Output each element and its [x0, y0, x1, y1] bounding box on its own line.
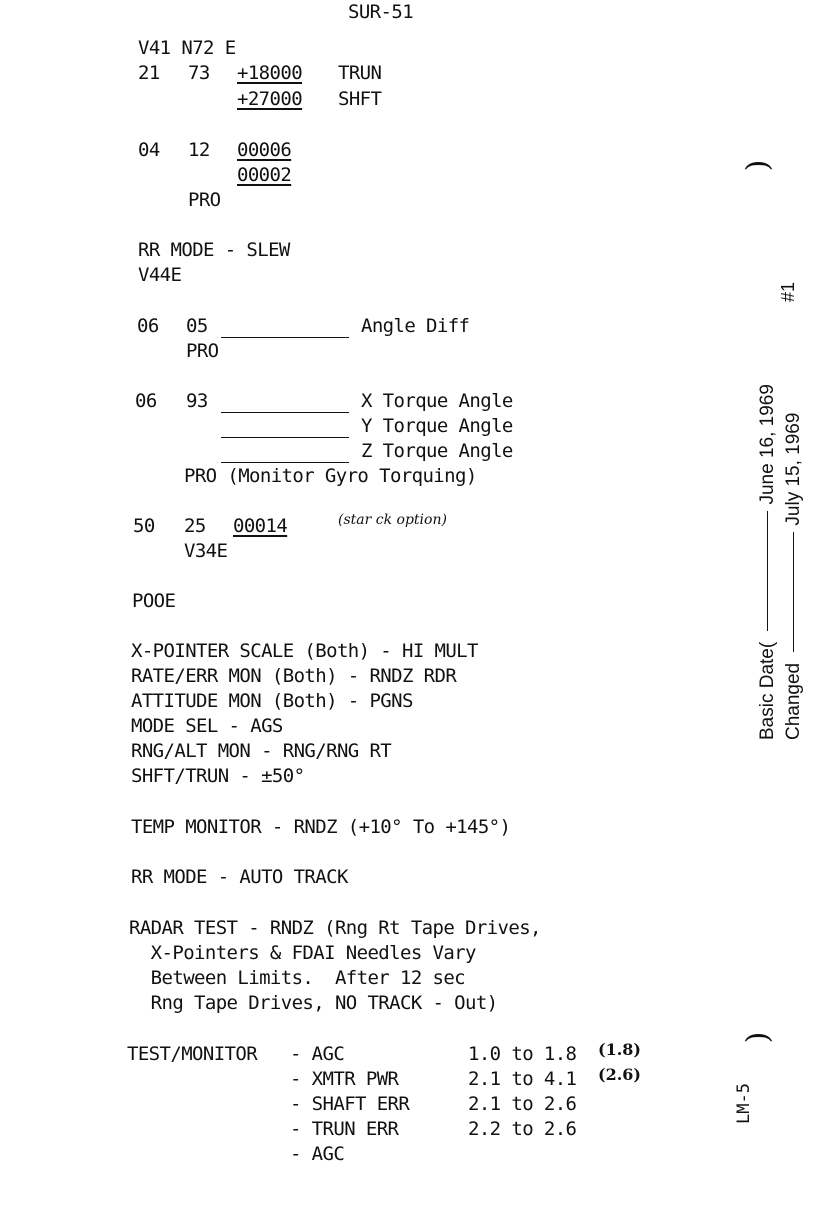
- revision-mark: #1: [778, 281, 798, 302]
- switch-setting: RNG/ALT MON - RNG/RNG RT: [131, 740, 392, 762]
- verb: 50: [133, 515, 155, 537]
- handwritten-reading: (1.8): [598, 1040, 641, 1059]
- test-range: 2.2 to 2.6: [468, 1118, 577, 1140]
- rr-mode-step: RR MODE - SLEW: [138, 239, 290, 261]
- register-label: TRUN: [338, 62, 382, 84]
- test-item: - XMTR PWR: [290, 1068, 399, 1090]
- proceed-step: PRO: [188, 189, 221, 211]
- test-item: - AGC: [290, 1143, 345, 1165]
- register-label: X Torque Angle: [361, 390, 513, 412]
- verb: 21: [138, 62, 160, 84]
- register-label: SHFT: [338, 88, 382, 110]
- changed-date: [783, 413, 805, 740]
- changed-label: Changed: [783, 662, 804, 740]
- register-value: +27000: [237, 88, 303, 110]
- handwritten-note: (star ck option): [338, 512, 447, 528]
- test-range: 2.1 to 2.6: [468, 1093, 577, 1115]
- noun: 05: [186, 315, 208, 337]
- test-item: - SHAFT ERR: [290, 1093, 410, 1115]
- program-step: POOE: [132, 590, 176, 612]
- verb: 06: [135, 390, 157, 412]
- register-label: Y Torque Angle: [361, 415, 513, 437]
- radar-test-line: RADAR TEST - RNDZ (Rng Rt Tape Drives,: [129, 917, 541, 939]
- test-monitor-label: TEST/MONITOR: [127, 1043, 258, 1065]
- rr-mode-step: RR MODE - AUTO TRACK: [131, 866, 348, 888]
- noun: 25: [184, 515, 206, 537]
- date-line: [793, 532, 794, 652]
- basic-date-label: Basic Date: [757, 648, 778, 740]
- register-value: 00002: [237, 164, 292, 186]
- temp-monitor-step: TEMP MONITOR - RNDZ (+10° To +145°): [131, 816, 511, 838]
- test-range: 1.0 to 1.8: [468, 1043, 577, 1065]
- switch-setting: SHFT/TRUN - ±50°: [131, 765, 305, 787]
- date-line: [767, 511, 768, 631]
- switch-setting: ATTITUDE MON (Both) - PGNS: [131, 690, 413, 712]
- verb: 04: [138, 139, 160, 161]
- register-value: 00006: [237, 139, 292, 161]
- switch-setting: RATE/ERR MON (Both) - RNDZ RDR: [131, 665, 457, 687]
- register-value: 00014: [233, 515, 288, 537]
- register-value: +18000: [237, 62, 303, 84]
- proceed-step: PRO (Monitor Gyro Torquing): [184, 465, 477, 487]
- binder-hole-mark: ): [740, 1031, 776, 1044]
- proceed-step: PRO: [186, 340, 219, 362]
- verb-command: V34E: [184, 540, 228, 562]
- test-item: - TRUN ERR: [290, 1118, 399, 1140]
- noun: 93: [186, 390, 208, 412]
- doc-id: LM-5: [734, 1083, 754, 1124]
- blank-entry-line: [221, 412, 349, 413]
- switch-setting: MODE SEL - AGS: [131, 715, 283, 737]
- radar-test-line: Rng Tape Drives, NO TRACK - Out): [129, 992, 498, 1014]
- blank-entry-line: [221, 462, 349, 463]
- test-range: 2.1 to 4.1: [468, 1068, 577, 1090]
- page-id: SUR-51: [348, 1, 414, 23]
- basic-date: Basic Date( June 16, 1969: [757, 384, 778, 740]
- register-label: Angle Diff: [361, 315, 470, 337]
- verb: 06: [137, 315, 159, 337]
- radar-test-line: X-Pointers & FDAI Needles Vary: [129, 942, 476, 964]
- verb-command: V44E: [138, 264, 182, 286]
- verb-noun-command: V41 N72 E: [138, 37, 236, 59]
- handwritten-reading: (2.6): [598, 1065, 641, 1084]
- noun: 73: [188, 62, 210, 84]
- radar-test-line: Between Limits. After 12 sec: [129, 967, 466, 989]
- blank-entry-line: [221, 337, 349, 338]
- test-item: - AGC: [290, 1043, 345, 1065]
- switch-setting: X-POINTER SCALE (Both) - HI MULT: [131, 640, 478, 662]
- basic-date-value: June 16, 1969: [757, 384, 778, 505]
- blank-entry-line: [221, 437, 349, 438]
- changed-value: July 15, 1969: [783, 412, 804, 526]
- register-label: Z Torque Angle: [361, 440, 513, 462]
- noun: 12: [188, 139, 210, 161]
- binder-hole-mark: ): [740, 159, 776, 172]
